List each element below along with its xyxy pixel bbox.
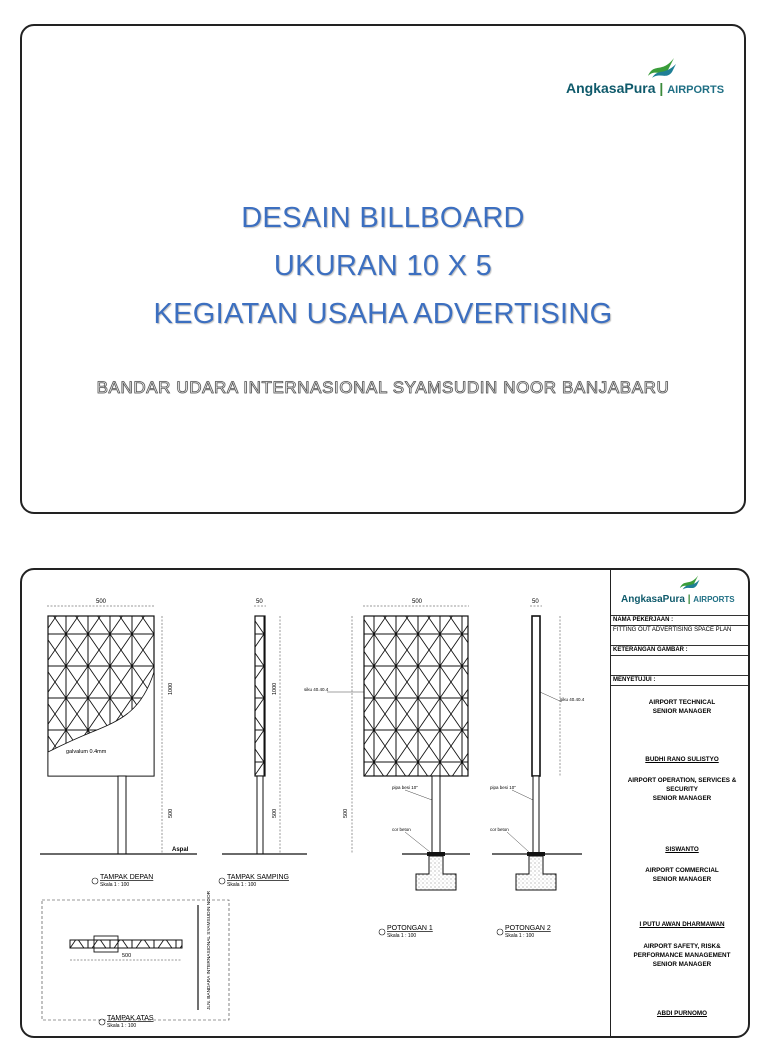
title-block-separator: |: [687, 594, 691, 605]
drawing-sheet: [20, 568, 750, 1038]
title-potongan-1: POTONGAN 1: [387, 925, 433, 932]
nama-pekerjaan-label: NAMA PEKERJAAN :: [611, 616, 750, 626]
approver-3-title-line-2: SENIOR MANAGER: [652, 876, 712, 883]
logo-airports: AIRPORTS: [667, 84, 725, 96]
dim-width-depan: 500: [96, 599, 107, 605]
cover-title-line-1: DESAIN BILLBOARD: [241, 202, 525, 234]
title-block-brand: AngkasaPura: [621, 594, 685, 605]
cover-title-line-2: UKURAN 10 X 5: [273, 250, 493, 282]
dim-height-samping: 1000: [272, 682, 278, 695]
label-siku-2: siku 40.40.4: [560, 697, 585, 702]
approver-1-title-line-2: SENIOR MANAGER: [652, 708, 712, 715]
billboard-drawings: [22, 570, 610, 1038]
scale-potongan-2: Skala 1 : 100: [505, 933, 535, 939]
dim-depth-samping: 50: [256, 599, 263, 605]
view-potongan-2: [490, 599, 585, 939]
dim-pole-depan: 500: [168, 808, 174, 818]
dim-width-potongan1: 500: [412, 599, 423, 605]
scale-tampak-samping: Skala 1 : 100: [227, 882, 257, 888]
approver-4-name: ABDI PURNOMO: [656, 1010, 708, 1017]
title-block: [610, 570, 750, 1038]
logo-separator: |: [659, 80, 664, 96]
dim-height-depan: 1000: [168, 682, 174, 695]
label-cor-1: cor beton: [392, 827, 411, 832]
title-block-airports: AIRPORTS: [693, 595, 735, 604]
nama-pekerjaan-value: FITTING OUT ADVERTISING SPACE PLAN: [611, 626, 750, 646]
approver-4-title-line-2: PERFORMANCE MANAGEMENT: [633, 952, 731, 959]
keterangan-gambar-label: KETERANGAN GAMBAR :: [611, 646, 750, 656]
title-block-logo-icon: [677, 574, 701, 591]
label-road: JLN. BANDARA INTERNASIONAL SYAMSUDIN NOOR: [207, 890, 212, 1010]
scale-potongan-1: Skala 1 : 100: [387, 933, 417, 939]
angkasa-pura-logo: [566, 56, 726, 104]
view-potongan-1: [304, 599, 470, 939]
title-tampak-atas: TAMPAK ATAS: [107, 1015, 154, 1022]
cover-title-line-3: KEGIATAN USAHA ADVERTISING: [153, 298, 613, 330]
view-tampak-depan: [40, 599, 197, 888]
logo-wing-icon: [644, 56, 678, 80]
view-tampak-atas: [42, 890, 229, 1029]
approver-4-title-line-3: SENIOR MANAGER: [652, 961, 712, 968]
label-siku-1: siku 40.40.4: [304, 687, 329, 692]
menyetujui-label: MENYETUJUI :: [611, 676, 750, 686]
approver-2-title-line-3: SENIOR MANAGER: [652, 795, 712, 802]
title-block-logo-cell: [611, 570, 750, 616]
keterangan-gambar-value: [611, 656, 750, 676]
logo-brand: AngkasaPura: [566, 80, 656, 96]
approver-2-title-line-2: SECURITY: [666, 786, 698, 793]
scale-tampak-atas: Skala 1 : 100: [107, 1023, 137, 1029]
label-galvalum: galvalum 0.4mm: [66, 749, 107, 755]
approver-2-name: SISWANTO: [665, 846, 699, 853]
approver-1-title-line-1: AIRPORT TECHNICAL: [648, 699, 716, 706]
scale-tampak-depan: Skala 1 : 100: [100, 882, 130, 888]
label-pipa-2: pipa besi 10": [490, 785, 516, 790]
view-tampak-samping: [219, 599, 307, 888]
title-potongan-2: POTONGAN 2: [505, 925, 551, 932]
approver-1-name: BUDHI RANO SULISTYO: [645, 756, 719, 763]
dim-pole-potongan1: 500: [343, 808, 349, 818]
approver-4-title-line-1: AIRPORT SAFETY, RISK&: [643, 943, 721, 950]
dim-pole-samping: 500: [272, 808, 278, 818]
approver-3-name: I PUTU AWAN DHARMAWAN: [639, 921, 725, 928]
dim-width-atas: 500: [122, 953, 132, 959]
title-tampak-depan: TAMPAK DEPAN: [100, 874, 154, 881]
label-pipa-1: pipa besi 10": [392, 785, 418, 790]
cover-subtitle: BANDAR UDARA INTERNASIONAL SYAMSUDIN NOOR BANJABARU: [96, 378, 670, 397]
label-cor-2: cor beton: [490, 827, 509, 832]
approver-2-title-line-1: AIRPORT OPERATION, SERVICES &: [627, 777, 737, 784]
dim-depth-potongan2: 50: [532, 599, 539, 605]
label-aspal: Aspal: [172, 847, 189, 853]
cover-page: [20, 24, 746, 514]
title-tampak-samping: TAMPAK SAMPING: [227, 874, 289, 881]
approver-3-title-line-1: AIRPORT COMMERCIAL: [645, 867, 719, 874]
